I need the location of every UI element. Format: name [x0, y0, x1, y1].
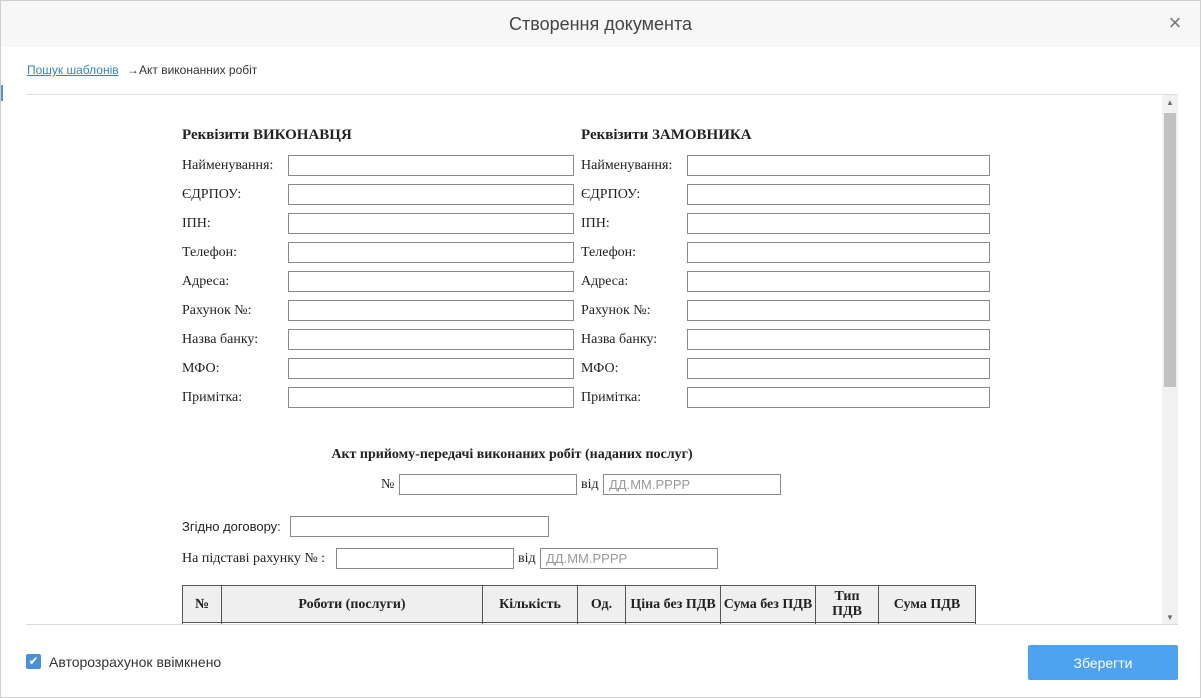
col-price-header: Ціна без ПДВ: [626, 586, 721, 623]
contractor-bank-input[interactable]: [288, 329, 574, 350]
document-frame: [26, 94, 1178, 625]
breadcrumb-current: Акт виконанних робіт: [138, 63, 258, 77]
act-date-input[interactable]: [603, 474, 781, 495]
contractor-edrpou-input[interactable]: [288, 184, 574, 205]
col-sum-header: Сума без ПДВ: [721, 586, 816, 623]
contractor-account-label: Рахунок №:: [182, 303, 252, 318]
scroll-down-icon[interactable]: ▼: [1166, 613, 1174, 622]
col-works-header: Роботи (послуги): [222, 586, 483, 623]
table-cell[interactable]: [183, 623, 222, 626]
customer-phone-label: Телефон:: [581, 245, 637, 260]
scroll-up-icon[interactable]: ▲: [1166, 98, 1174, 107]
works-table: [182, 585, 976, 625]
contractor-ipn-label: ІПН:: [182, 216, 211, 231]
customer-address-label: Адреса:: [581, 274, 629, 289]
contractor-name-label: Найменування:: [182, 158, 274, 173]
contractor-ipn-input[interactable]: [288, 213, 574, 234]
invoice-number-input[interactable]: [336, 548, 514, 569]
act-number-label: №: [381, 477, 395, 492]
breadcrumb-templates-link[interactable]: Пошук шаблонів: [27, 63, 119, 77]
contractor-mfo-input[interactable]: [288, 358, 574, 379]
breadcrumb: [27, 63, 257, 77]
customer-edrpou-label: ЄДРПОУ:: [581, 187, 641, 202]
autocalc-checkbox[interactable]: ✔: [26, 654, 41, 669]
col-vat-sum-header: Сума ПДВ: [879, 586, 976, 623]
close-icon[interactable]: ×: [1168, 10, 1182, 35]
invoice-label: На підставі рахунку № :: [182, 551, 326, 566]
contractor-address-label: Адреса:: [182, 274, 230, 289]
customer-name-label: Найменування:: [581, 158, 673, 173]
autocalc-label: Авторозрахунок ввімкнено: [49, 654, 222, 670]
col-unit-header: Од.: [578, 586, 626, 623]
contractor-section-title: Реквізити ВИКОНАВЦЯ: [182, 127, 352, 143]
modal-header: [1, 1, 1200, 47]
customer-ipn-input[interactable]: [687, 213, 990, 234]
act-number-input[interactable]: [399, 474, 577, 495]
table-cell[interactable]: [626, 623, 721, 626]
table-cell[interactable]: [721, 623, 816, 626]
table-cell[interactable]: [578, 623, 626, 626]
contractor-address-input[interactable]: [288, 271, 574, 292]
table-cell[interactable]: [816, 623, 879, 626]
contractor-mfo-label: МФО:: [182, 361, 220, 376]
table-cell[interactable]: [879, 623, 976, 626]
customer-mfo-input[interactable]: [687, 358, 990, 379]
contractor-account-input[interactable]: [288, 300, 574, 321]
customer-bank-input[interactable]: [687, 329, 990, 350]
save-button[interactable]: Зберегти: [1028, 645, 1178, 680]
customer-phone-input[interactable]: [687, 242, 990, 263]
customer-note-input[interactable]: [687, 387, 990, 408]
customer-address-input[interactable]: [687, 271, 990, 292]
works-table-header-row: [183, 586, 976, 623]
customer-account-label: Рахунок №:: [581, 303, 651, 318]
contractor-note-input[interactable]: [288, 387, 574, 408]
document-scrollbar[interactable]: [1162, 95, 1178, 625]
contract-label: Згідно договору:: [182, 519, 281, 534]
customer-section-title: Реквізити ЗАМОВНИКА: [581, 127, 752, 143]
left-edge-marker: [1, 85, 3, 101]
contractor-edrpou-label: ЄДРПОУ:: [182, 187, 242, 202]
customer-note-label: Примітка:: [581, 390, 642, 405]
customer-name-input[interactable]: [687, 155, 990, 176]
customer-account-input[interactable]: [687, 300, 990, 321]
customer-mfo-label: МФО:: [581, 361, 619, 376]
contractor-phone-label: Телефон:: [182, 245, 238, 260]
contract-input[interactable]: [290, 516, 549, 537]
customer-edrpou-input[interactable]: [687, 184, 990, 205]
invoice-date-label: від: [518, 551, 536, 566]
contractor-phone-input[interactable]: [288, 242, 574, 263]
act-date-label: від: [581, 477, 599, 492]
table-row: [183, 623, 976, 626]
contractor-note-label: Примітка:: [182, 390, 243, 405]
table-cell[interactable]: [222, 623, 483, 626]
modal-title: Створення документа: [508, 14, 693, 34]
act-title: Акт прийому-передачі виконаних робіт (наданих послуг): [331, 447, 693, 462]
col-number-header: №: [183, 586, 222, 623]
customer-ipn-label: ІПН:: [581, 216, 610, 231]
invoice-date-input[interactable]: [540, 548, 718, 569]
contractor-bank-label: Назва банку:: [182, 332, 259, 347]
contractor-name-input[interactable]: [288, 155, 574, 176]
table-cell[interactable]: [483, 623, 578, 626]
col-vat-type-header: Тип ПДВ: [816, 586, 879, 623]
document-content: [26, 95, 1162, 625]
scrollbar-thumb[interactable]: [1164, 113, 1176, 387]
col-quantity-header: Кількість: [483, 586, 578, 623]
customer-bank-label: Назва банку:: [581, 332, 658, 347]
breadcrumb-arrow-icon: →: [126, 63, 139, 77]
